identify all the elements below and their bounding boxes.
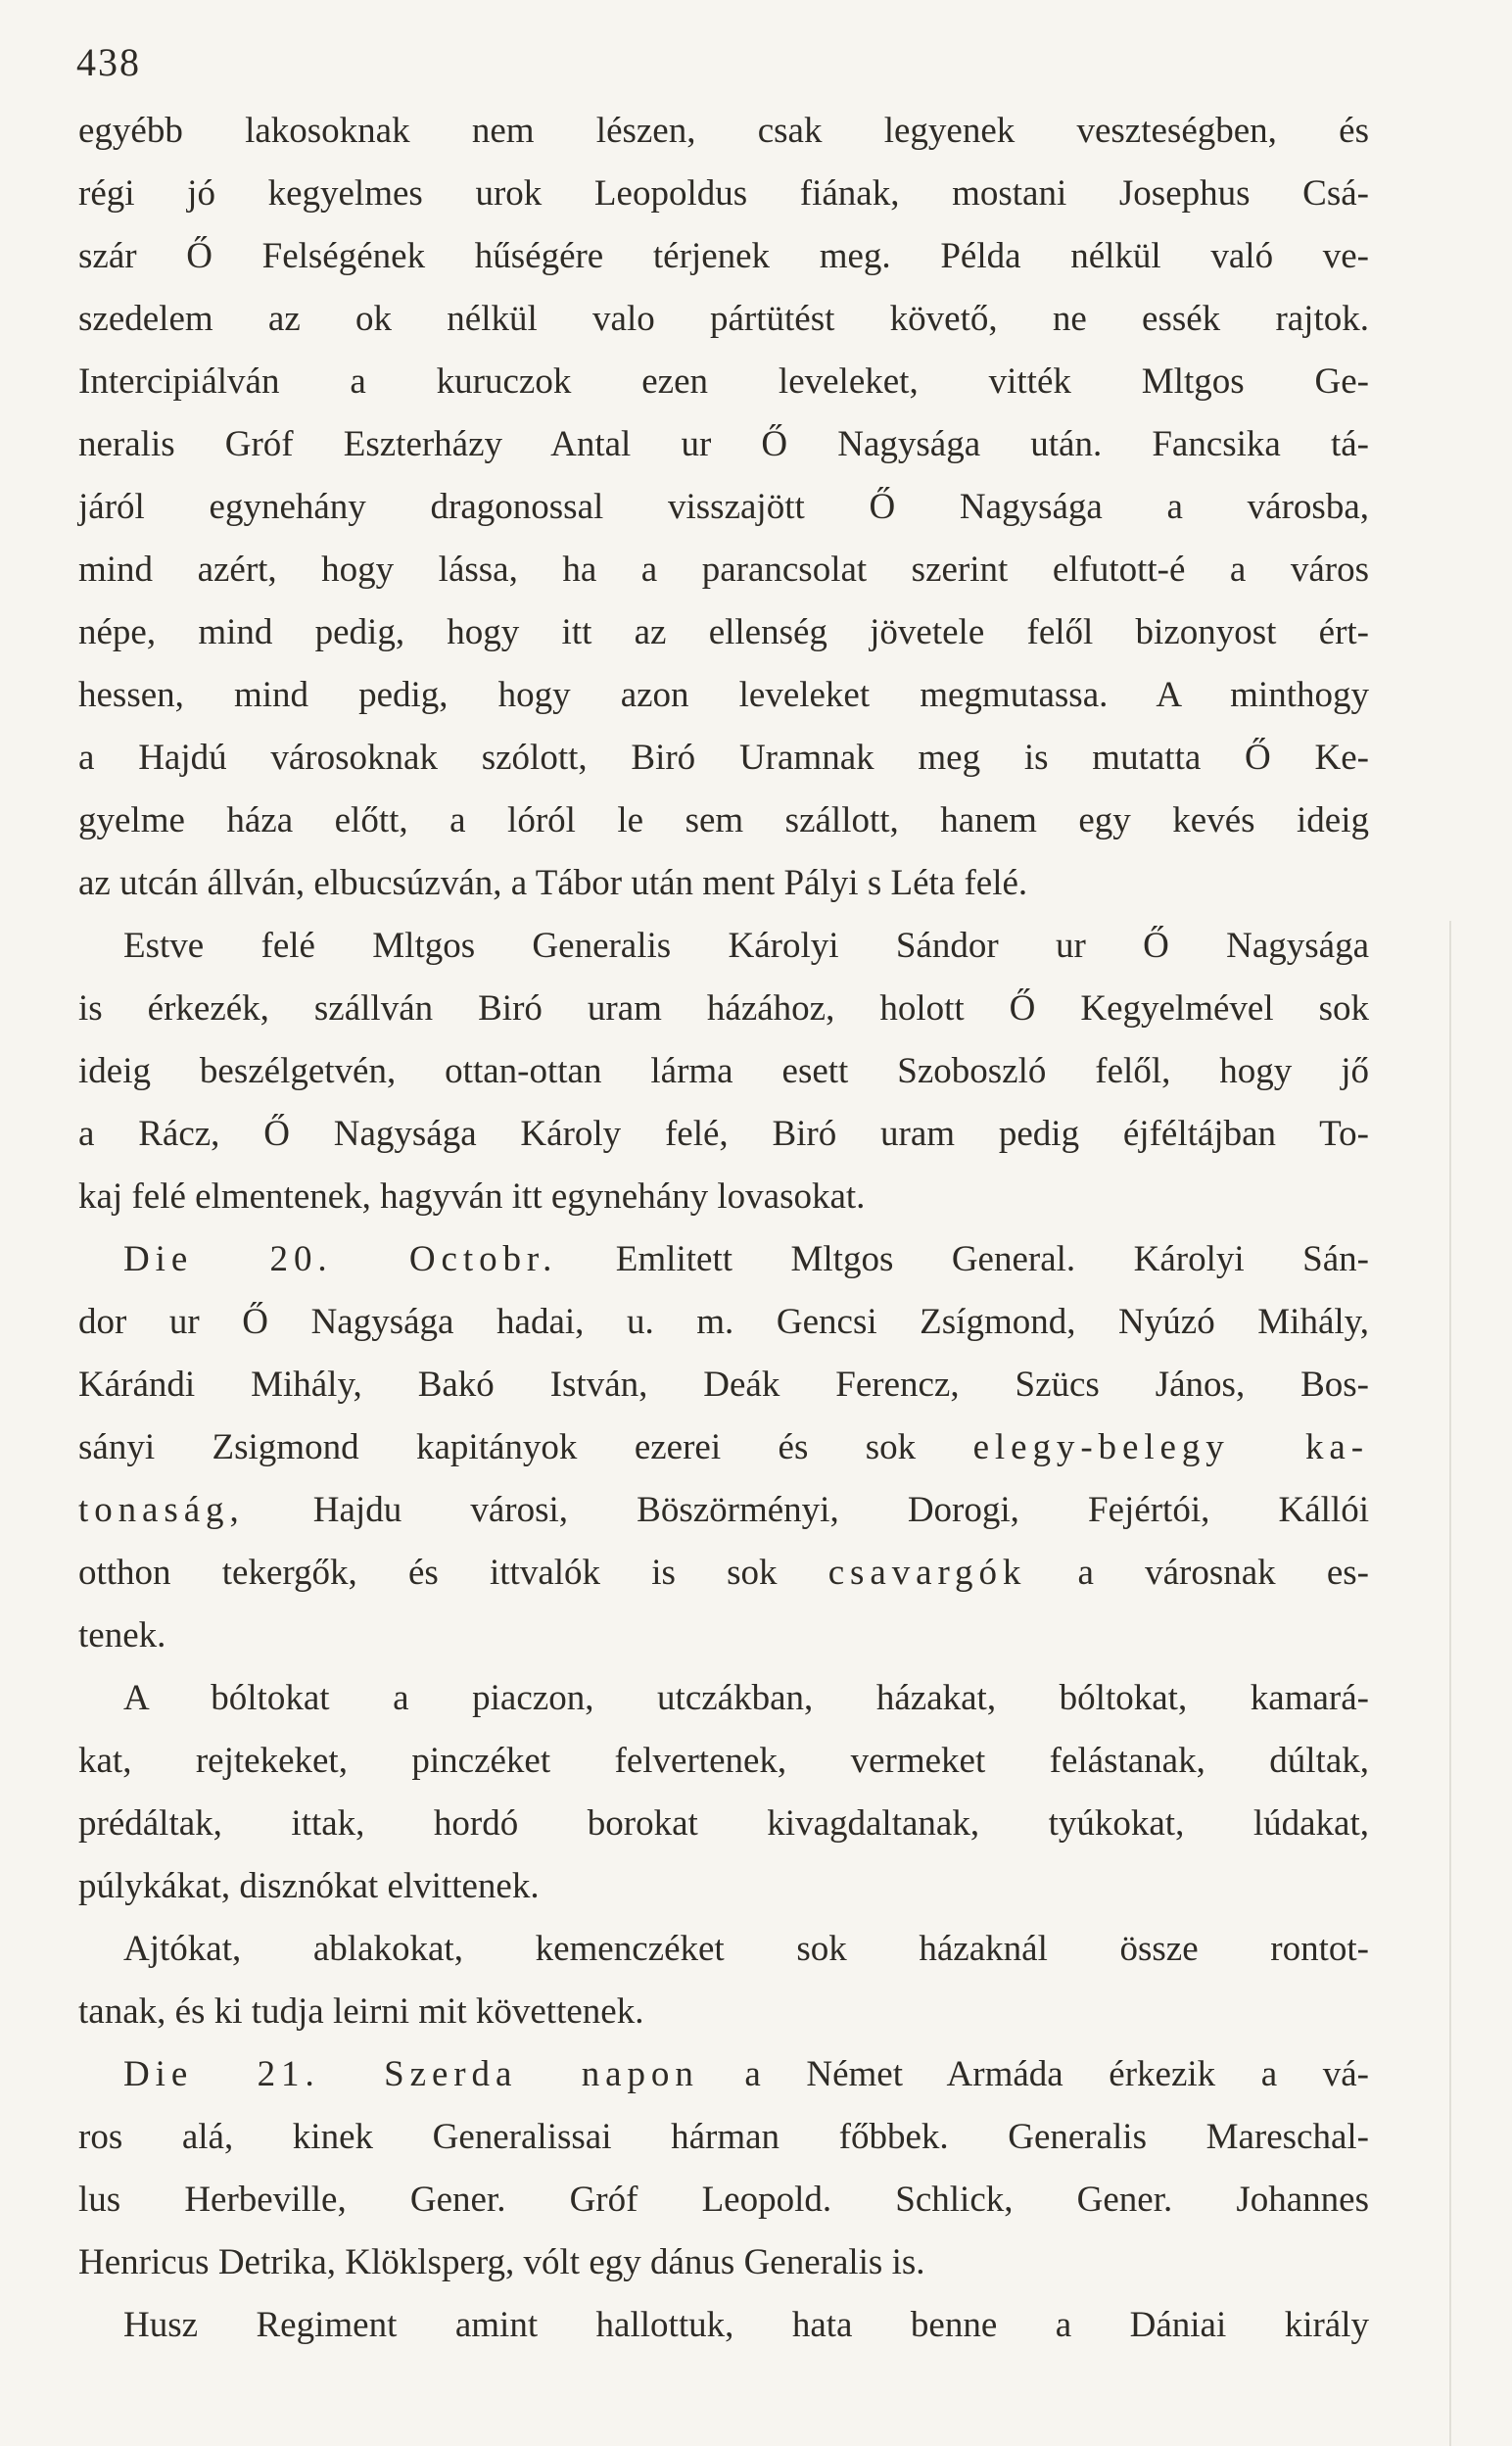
body-text: népe, mind pedig, hogy itt az ellenség jövetele felől bizonyost ért- xyxy=(78,612,1369,652)
text-line xyxy=(78,413,1369,476)
text-line xyxy=(78,915,1369,978)
body-text: szár Ő Felségének hűségére térjenek meg. Példa nélkül való ve- xyxy=(78,236,1369,276)
body-text: a városnak es- xyxy=(1026,1553,1369,1593)
body-text: Intercipiálván a kuruczok ezen leveleket, vitték Mltgos Ge- xyxy=(78,361,1369,402)
body-text: a Német Armáda érkezik a vá- xyxy=(698,2054,1369,2094)
text-line xyxy=(78,664,1369,727)
text-line xyxy=(78,1103,1369,1166)
body-text: Kárándi Mihály, Bakó István, Deák Ferencz, Szücs János, Bos- xyxy=(78,1365,1369,1405)
body-text: A bóltokat a piaczon, utczákban, házakat, bóltokat, kamará- xyxy=(123,1678,1369,1718)
body-text: lus Herbeville, Gener. Gróf Leopold. Schlick, Gener. Johannes xyxy=(78,2180,1369,2220)
text-line xyxy=(78,2043,1369,2106)
body-text: járól egynehány dragonossal visszajött Ő Nagysága a városba, xyxy=(78,487,1369,527)
body-text: ideig beszélgetvén, ottan-ottan lárma esett Szoboszló felől, hogy jő xyxy=(78,1051,1369,1091)
body-text: dor ur Ő Nagysága hadai, u. m. Gencsi Zsígmond, Nyúzó Mihály, xyxy=(78,1302,1369,1342)
body-text: mind azért, hogy lássa, ha a parancsolat szerint elfutott-é a város xyxy=(78,550,1369,590)
body-text: Emlitett Mltgos General. Károlyi Sán- xyxy=(557,1239,1369,1279)
body-text: Ajtókat, ablakokat, kemenczéket sok házaknál össze rontot- xyxy=(123,1929,1369,1969)
body-text: otthon tekergők, és ittvalók is sok xyxy=(78,1553,828,1593)
body-text: kaj felé elmentenek, hagyván itt egynehány lovasokat. xyxy=(78,1176,866,1217)
text-line xyxy=(78,163,1369,225)
text-line xyxy=(78,1040,1369,1103)
text-line xyxy=(78,1228,1369,1291)
text-line xyxy=(78,1354,1369,1416)
text-line xyxy=(78,1793,1369,1855)
body-text: szedelem az ok nélkül valo pártütést követő, ne essék rajtok. xyxy=(78,299,1369,339)
text-line xyxy=(78,1291,1369,1354)
text-line xyxy=(78,601,1369,664)
text-line xyxy=(78,2294,1369,2357)
text-line xyxy=(78,2106,1369,2169)
text-line xyxy=(78,790,1369,852)
body-text: tenek. xyxy=(78,1615,166,1655)
text-line xyxy=(78,978,1369,1040)
text-line xyxy=(78,1542,1369,1605)
letterspaced-text: Die 21. Szerda napon xyxy=(123,2054,699,2094)
body-text: a Rácz, Ő Nagysága Károly felé, Biró uram pedig éjféltájban To- xyxy=(78,1114,1369,1154)
text-line xyxy=(78,1166,1369,1228)
text-line xyxy=(78,1605,1369,1667)
body-text: egyébb lakosoknak nem lészen, csak legyenek veszteségben, és xyxy=(78,111,1369,151)
body-text: az utcán állván, elbucsúzván, a Tábor után ment Pályi s Léta felé. xyxy=(78,863,1028,903)
body-text: Hajdu városi, Böszörményi, Dorogi, Fejértói, Kállói xyxy=(244,1490,1369,1530)
body-text: a Hajdú városoknak szólott, Biró Uramnak meg is mutatta Ő Ke- xyxy=(78,738,1369,778)
body-text: prédáltak, ittak, hordó borokat kivagdaltanak, tyúkokat, lúdakat, xyxy=(78,1803,1369,1844)
text-line xyxy=(78,1981,1369,2043)
text-line xyxy=(78,1667,1369,1730)
body-text: neralis Gróf Eszterházy Antal ur Ő Nagysága után. Fancsika tá- xyxy=(78,424,1369,464)
body-text: régi jó kegyelmes urok Leopoldus fiának, mostani Josephus Csá- xyxy=(78,173,1369,214)
body-text: Estve felé Mltgos Generalis Károlyi Sándor ur Ő Nagysága xyxy=(123,926,1369,966)
body-text: hessen, mind pedig, hogy azon leveleket megmutassa. A minthogy xyxy=(78,675,1369,715)
text-line xyxy=(78,727,1369,790)
text-line xyxy=(78,539,1369,601)
text-line xyxy=(78,1918,1369,1981)
body-text: is érkezék, szállván Biró uram házához, holott Ő Kegyelmével sok xyxy=(78,988,1369,1029)
text-line xyxy=(78,1479,1369,1542)
letterspaced-text: csavargók xyxy=(827,1553,1027,1593)
text-line xyxy=(78,225,1369,288)
text-line xyxy=(78,351,1369,413)
text-block xyxy=(78,100,1369,2357)
text-line xyxy=(78,100,1369,163)
text-line xyxy=(78,1416,1369,1479)
body-text: Henricus Detrika, Klöklsperg, vólt egy dánus Generalis is. xyxy=(78,2242,925,2282)
text-line xyxy=(78,852,1369,915)
letterspaced-text: elegy-belegy ka- xyxy=(972,1427,1369,1467)
body-text: Husz Regiment amint hallottuk, hata benne a Dániai király xyxy=(123,2305,1369,2345)
text-line xyxy=(78,1730,1369,1793)
body-text: púlykákat, disznókat elvittenek. xyxy=(78,1866,540,1906)
body-text: ros alá, kinek Generalissai hárman főbbek. Generalis Mareschal- xyxy=(78,2117,1369,2157)
text-line xyxy=(78,2169,1369,2231)
body-text: kat, rejtekeket, pinczéket felvertenek, vermeket felástanak, dúltak, xyxy=(78,1741,1369,1781)
text-line xyxy=(78,288,1369,351)
page-number: 438 xyxy=(76,40,141,84)
body-text: sányi Zsigmond kapitányok ezerei és sok xyxy=(78,1427,973,1467)
body-text: tanak, és ki tudja leirni mit követtenek. xyxy=(78,1991,644,2032)
letterspaced-text: tonaság, xyxy=(78,1490,245,1530)
body-text: gyelme háza előtt, a lóról le sem szállott, hanem egy kevés ideig xyxy=(78,800,1369,840)
letterspaced-text: Die 20. Octobr. xyxy=(123,1239,558,1279)
scan-fold-line xyxy=(1449,921,1451,2446)
text-line xyxy=(78,476,1369,539)
text-line xyxy=(78,2231,1369,2294)
text-line xyxy=(78,1855,1369,1918)
